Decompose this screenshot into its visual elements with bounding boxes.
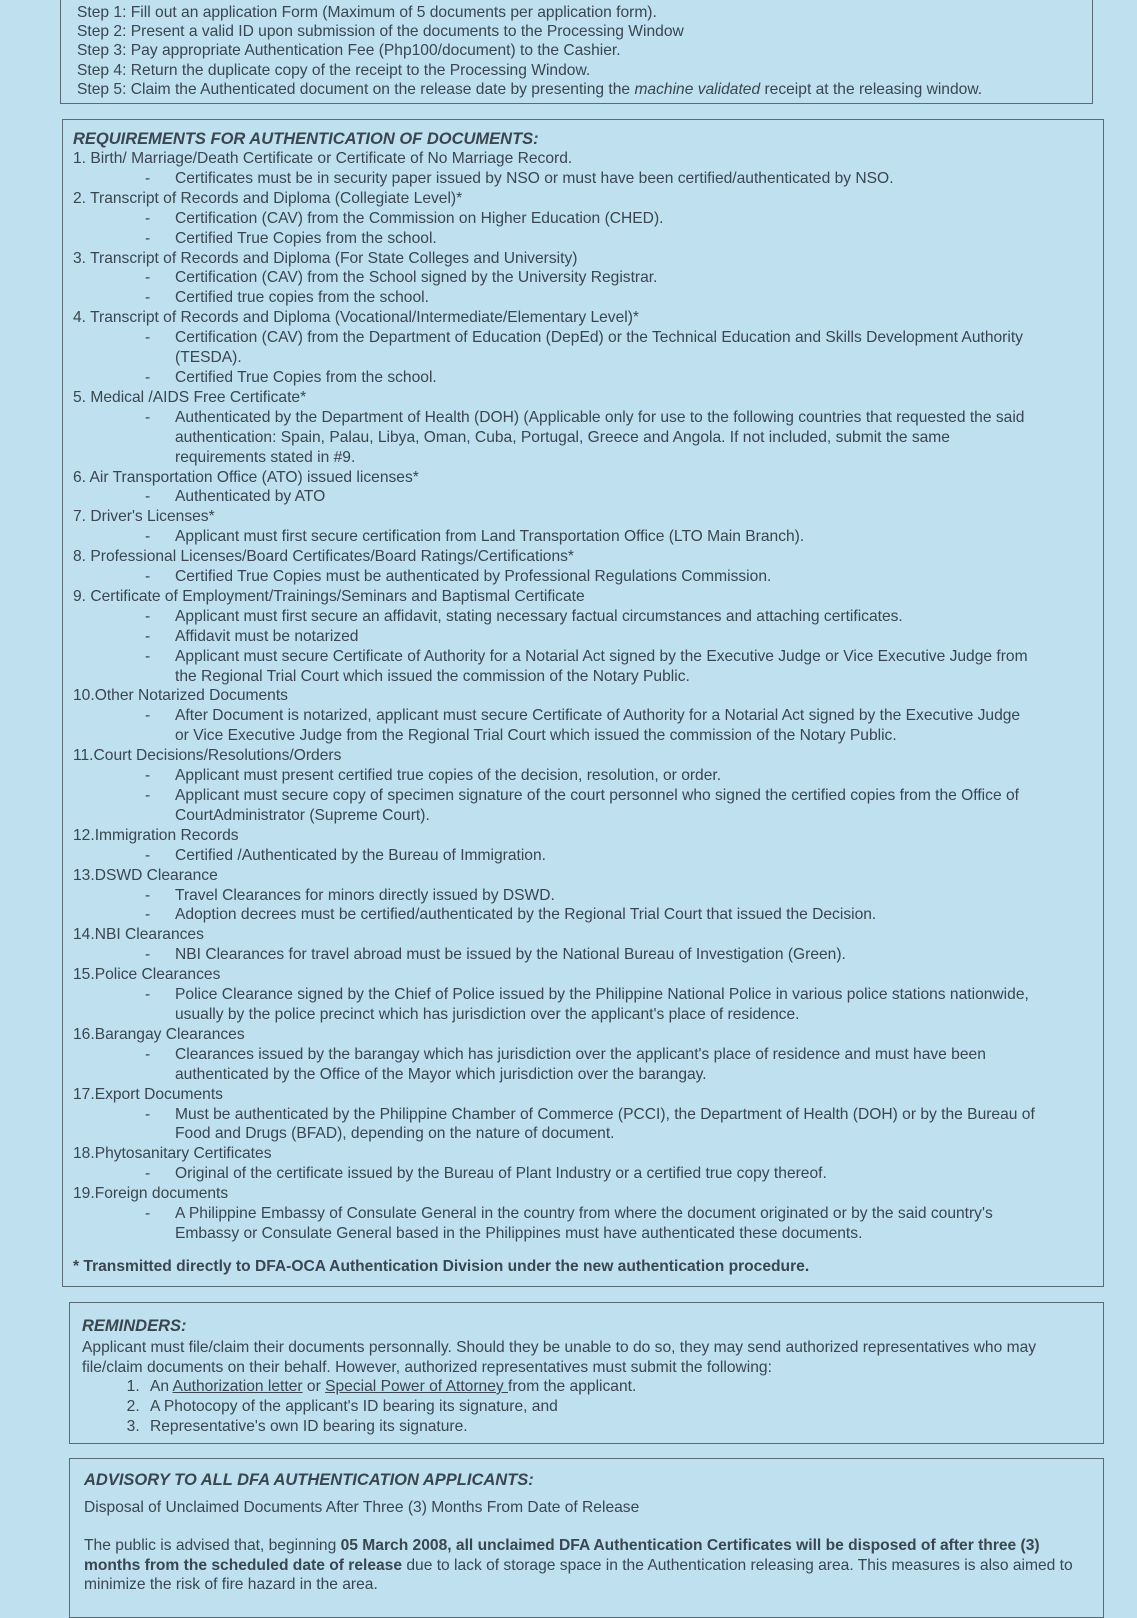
dash-bullet: - xyxy=(145,846,151,864)
reminder-item-2: 2. A Photocopy of the applicant's ID bearing its signature, and xyxy=(144,1397,1089,1417)
requirement-subitem-text: Must be authenticated by the Philippine Chamber of Commerce (PCCI), the Department of Health (DOH) or by the Bureau of Food and Drugs (BFAD), depending on the nature of document. xyxy=(175,1105,1035,1143)
requirement-subitem-text: Certification (CAV) from the Department of Education (DepEd) or the Technical Education and Skills Development Authority (TESDA). xyxy=(175,329,1023,367)
requirement-subitem xyxy=(73,487,1089,507)
requirement-subitem-text: Applicant must first secure an affidavit, stating necessary factual circumstances and attaching certificates. xyxy=(175,607,903,625)
dash-bullet: - xyxy=(145,787,151,804)
requirement-number: 9. xyxy=(73,587,87,605)
requirement-subitem-text: Police Clearance signed by the Chief of Police issued by the Philippine National Police in various police stations nationwide, usually by the police precinct which has jurisdiction over the applicant's place of residence. xyxy=(175,986,1029,1023)
requirement-title-text: Transcript of Records and Diploma (Collegiate Level)* xyxy=(90,189,463,207)
requirement-number: 15. xyxy=(73,966,95,984)
dash-bullet: - xyxy=(145,1045,151,1063)
step-1: Step 1: Fill out an application Form (Maximum of 5 documents per application form). xyxy=(77,4,657,21)
requirement-title-text: NBI Clearances xyxy=(94,926,204,944)
requirement-title-text: Driver's Licenses* xyxy=(90,508,215,526)
requirement-title-text: Police Clearances xyxy=(94,966,221,984)
requirement-number: 19. xyxy=(73,1185,95,1203)
requirement-item-title xyxy=(73,249,1089,269)
requirement-title-text: Barangay Clearances xyxy=(94,1025,245,1043)
requirement-subitem-text: Certificates must be in security paper issued by NSO or must have been certified/authenticated by NSO. xyxy=(175,169,894,187)
requirement-item-title xyxy=(73,746,1089,766)
requirement-number: 2. xyxy=(73,189,87,207)
reminders-title: REMINDERS: xyxy=(82,1317,187,1335)
requirement-subitem xyxy=(73,766,1089,786)
requirement-subitem-text: Original of the certificate issued by the Bureau of Plant Industry or a certified true copy thereof. xyxy=(175,1165,827,1183)
advisory-box xyxy=(69,1458,1104,1618)
requirement-title-text: Immigration Records xyxy=(94,826,239,844)
dash-bullet: - xyxy=(145,408,151,426)
requirement-subitem xyxy=(73,945,1089,965)
requirement-subitem-text: Authenticated by the Department of Health (DOH) (Applicable only for use to the following countries that requested the said authentication: Spain, Palau, Libya, Oman, Cuba, Portugal, Greece and Angola. If not included, submit the same requirements stated in #9. xyxy=(175,408,1025,466)
dash-bullet: - xyxy=(145,886,151,904)
steps-box xyxy=(60,0,1093,104)
requirement-subitem xyxy=(73,209,1089,229)
dash-bullet: - xyxy=(145,647,151,665)
reminders-list xyxy=(82,1377,1089,1437)
requirements-title: REQUIREMENTS FOR AUTHENTICATION OF DOCUMENTS: xyxy=(73,130,539,148)
advisory-body: The public is advised that, beginning 05 March 2008, all unclaimed DFA Authentication Certificates will be disposed of after three (3) months from the scheduled date of release due to lack of storage space in the Authentication releasing area. This measures is also aimed to minimize the risk of fire hazard in the area. xyxy=(84,1537,1073,1593)
requirement-subitem xyxy=(73,607,1089,627)
requirement-subitem xyxy=(73,1204,1089,1244)
requirement-subitem xyxy=(73,328,1089,368)
requirement-number: 16. xyxy=(73,1025,95,1043)
dash-bullet: - xyxy=(145,289,151,307)
requirement-title-text: Medical /AIDS Free Certificate* xyxy=(90,388,307,406)
requirement-item-title xyxy=(73,1144,1089,1164)
dash-bullet: - xyxy=(145,488,151,506)
requirement-subitem xyxy=(73,1045,1089,1085)
requirement-subitem xyxy=(73,886,1089,906)
requirement-subitem-text: Applicant must present certified true copies of the decision, resolution, or order. xyxy=(175,767,722,785)
reminders-box xyxy=(69,1302,1104,1444)
requirement-title-text: Transcript of Records and Diploma (Vocational/Intermediate/Elementary Level)* xyxy=(90,309,640,327)
dash-bullet: - xyxy=(145,906,151,924)
requirement-title-text: Air Transportation Office (ATO) issued licenses* xyxy=(89,468,419,486)
dash-bullet: - xyxy=(145,368,151,386)
advisory-subtitle: Disposal of Unclaimed Documents After Three (3) Months From Date of Release xyxy=(84,1499,640,1516)
requirement-number: 17. xyxy=(73,1085,95,1103)
requirement-title-text: Professional Licenses/Board Certificates/Board Ratings/Certifications* xyxy=(90,548,574,566)
requirement-subitem xyxy=(73,1164,1089,1184)
requirement-number: 12. xyxy=(73,826,95,844)
requirement-subitem-text: A Philippine Embassy of Consulate General in the country from where the document originated or by the said country's Embassy or Consulate General based in the Philippines must have authenticated these documents. xyxy=(175,1205,993,1242)
requirement-title-text: Transcript of Records and Diploma (For State Colleges and University) xyxy=(90,249,578,267)
requirement-item-title xyxy=(73,388,1089,408)
requirement-item-title xyxy=(73,1025,1089,1045)
requirement-item-title xyxy=(73,587,1089,607)
requirement-title-text: Birth/ Marriage/Death Certificate or Certificate of No Marriage Record. xyxy=(90,150,573,167)
requirement-subitem xyxy=(73,527,1089,547)
requirement-subitem-text: Travel Clearances for minors directly issued by DSWD. xyxy=(175,886,555,904)
dash-bullet: - xyxy=(145,528,151,546)
requirement-subitem xyxy=(73,288,1089,308)
requirement-title-text: Foreign documents xyxy=(94,1185,229,1203)
requirement-subitem xyxy=(73,229,1089,249)
requirement-subitem-text: Certified True Copies from the school. xyxy=(175,229,437,247)
requirements-list xyxy=(73,149,1089,1244)
requirement-item-title xyxy=(73,468,1089,488)
requirement-subitem xyxy=(73,408,1089,468)
dash-bullet: - xyxy=(145,767,151,785)
requirement-number: 13. xyxy=(73,866,95,884)
reminder-item-1: 1. An Authorization letter or Special Power of Attorney from the applicant. xyxy=(144,1377,1089,1397)
dash-bullet: - xyxy=(145,607,151,625)
requirement-item-title xyxy=(73,149,1089,169)
requirement-item-title xyxy=(73,965,1089,985)
requirement-number: 3. xyxy=(73,249,87,267)
requirement-item-title xyxy=(73,1085,1089,1105)
requirement-title-text: Phytosanitary Certificates xyxy=(94,1145,272,1163)
dash-bullet: - xyxy=(145,209,151,227)
dash-bullet: - xyxy=(145,707,151,725)
reminder-item-3: 3. Representative's own ID bearing its signature. xyxy=(144,1417,1089,1437)
requirement-subitem-text: Applicant must secure copy of specimen signature of the court personnel who signed the certified copies from the Office of CourtAdministrator (Supreme Court). xyxy=(175,787,1019,824)
requirement-subitem-text: Certification (CAV) from the School signed by the University Registrar. xyxy=(175,269,658,287)
requirement-title-text: Export Documents xyxy=(94,1085,223,1103)
requirement-subitem xyxy=(73,268,1089,288)
requirement-item-title xyxy=(73,547,1089,567)
requirement-subitem-text: Authenticated by ATO xyxy=(175,488,326,506)
requirement-number: 4. xyxy=(73,309,87,327)
requirement-subitem-text: NBI Clearances for travel abroad must be issued by the National Bureau of Investigation (Green). xyxy=(175,946,846,964)
dash-bullet: - xyxy=(145,1165,151,1183)
requirement-subitem xyxy=(73,1105,1089,1145)
reminders-body: Applicant must file/claim their documents personnally. Should they be unable to do so, they may send authorized representatives who may file/claim documents on their behalf. However, authorized representatives must submit the following: xyxy=(82,1339,1037,1376)
requirement-subitem-text: Certified True Copies from the school. xyxy=(175,368,437,386)
requirement-subitem-text: Certification (CAV) from the Commission on Higher Education (CHED). xyxy=(175,209,664,227)
dash-bullet: - xyxy=(145,1205,151,1223)
requirement-title-text: Court Decisions/Resolutions/Orders xyxy=(93,747,342,765)
requirement-number: 1. xyxy=(73,150,87,167)
requirement-number: 18. xyxy=(73,1145,95,1163)
dash-bullet: - xyxy=(145,329,151,347)
step-5: Step 5: Claim the Authenticated document on the release date by presenting the machine validated receipt at the releasing window. xyxy=(77,80,983,98)
dash-bullet: - xyxy=(145,229,151,247)
requirement-subitem xyxy=(73,786,1089,826)
requirement-subitem xyxy=(73,567,1089,587)
requirement-item-title xyxy=(73,507,1089,527)
requirement-subitem xyxy=(73,706,1089,746)
requirement-subitem-text: After Document is notarized, applicant must secure Certificate of Authority for a Notarial Act signed by the Executive Judge or Vice Executive Judge from the Regional Trial Court which issued the commission of the Notary Public. xyxy=(175,707,1021,745)
advisory-title: ADVISORY TO ALL DFA AUTHENTICATION APPLICANTS: xyxy=(84,1471,534,1489)
requirement-title-text: Certificate of Employment/Trainings/Seminars and Baptismal Certificate xyxy=(90,587,585,605)
requirement-number: 11. xyxy=(73,747,94,765)
dash-bullet: - xyxy=(145,946,151,964)
requirement-item-title xyxy=(73,1184,1089,1204)
requirement-subitem xyxy=(73,846,1089,866)
requirement-number: 8. xyxy=(73,548,87,566)
requirement-item-title xyxy=(73,826,1089,846)
requirement-subitem-text: Adoption decrees must be certified/authenticated by the Regional Trial Court that issued the Decision. xyxy=(175,906,877,924)
step-3: Step 3: Pay appropriate Authentication Fee (Php100/document) to the Cashier. xyxy=(77,42,621,60)
requirement-subitem-text: Certified true copies from the school. xyxy=(175,289,429,307)
requirement-subitem-text: Affidavit must be notarized xyxy=(175,627,359,645)
dash-bullet: - xyxy=(145,568,151,586)
dash-bullet: - xyxy=(145,627,151,645)
dash-bullet: - xyxy=(145,986,151,1004)
requirement-item-title xyxy=(73,925,1089,945)
requirement-subitem xyxy=(73,985,1089,1025)
requirement-subitem xyxy=(73,368,1089,388)
dash-bullet: - xyxy=(145,1105,151,1123)
requirement-item-title xyxy=(73,866,1089,886)
requirement-item-title xyxy=(73,189,1089,209)
step-4: Step 4: Return the duplicate copy of the receipt to the Processing Window. xyxy=(77,61,591,79)
requirement-subitem-text: Applicant must secure Certificate of Authority for a Notarial Act signed by the Executive Judge or Vice Executive Judge from the Regional Trial Court which issued the commission of the Notary Public. xyxy=(175,647,1028,685)
requirement-subitem xyxy=(73,647,1089,687)
requirement-subitem-text: Clearances issued by the barangay which has jurisdiction over the applicant's place of residence and must have been authenticated by the Office of the Mayor which jurisdiction over the barangay. xyxy=(175,1045,986,1083)
requirement-number: 14. xyxy=(73,926,95,944)
requirement-subitem-text: Applicant must first secure certification from Land Transportation Office (LTO Main Branch). xyxy=(175,528,805,546)
requirement-number: 10. xyxy=(73,687,95,705)
requirement-subitem-text: Certified /Authenticated by the Bureau of Immigration. xyxy=(175,846,546,864)
requirement-title-text: DSWD Clearance xyxy=(94,866,218,884)
requirement-subitem-text: Certified True Copies must be authenticated by Professional Regulations Commission. xyxy=(175,568,772,586)
requirement-number: 7. xyxy=(73,508,87,526)
requirement-title-text: Other Notarized Documents xyxy=(94,687,288,705)
requirement-subitem xyxy=(73,905,1089,925)
requirement-subitem xyxy=(73,169,1089,189)
requirement-number: 6. xyxy=(73,468,87,486)
requirements-box xyxy=(62,119,1104,1287)
requirement-item-title xyxy=(73,686,1089,706)
requirement-item-title xyxy=(73,308,1089,328)
step-2: Step 2: Present a valid ID upon submission of the documents to the Processing Window xyxy=(77,23,684,41)
transmitted-note: * Transmitted directly to DFA-OCA Authentication Division under the new authentication procedure. xyxy=(73,1257,810,1275)
dash-bullet: - xyxy=(145,269,151,287)
requirement-subitem xyxy=(73,627,1089,647)
dash-bullet: - xyxy=(145,169,151,187)
requirement-number: 5. xyxy=(73,388,87,406)
